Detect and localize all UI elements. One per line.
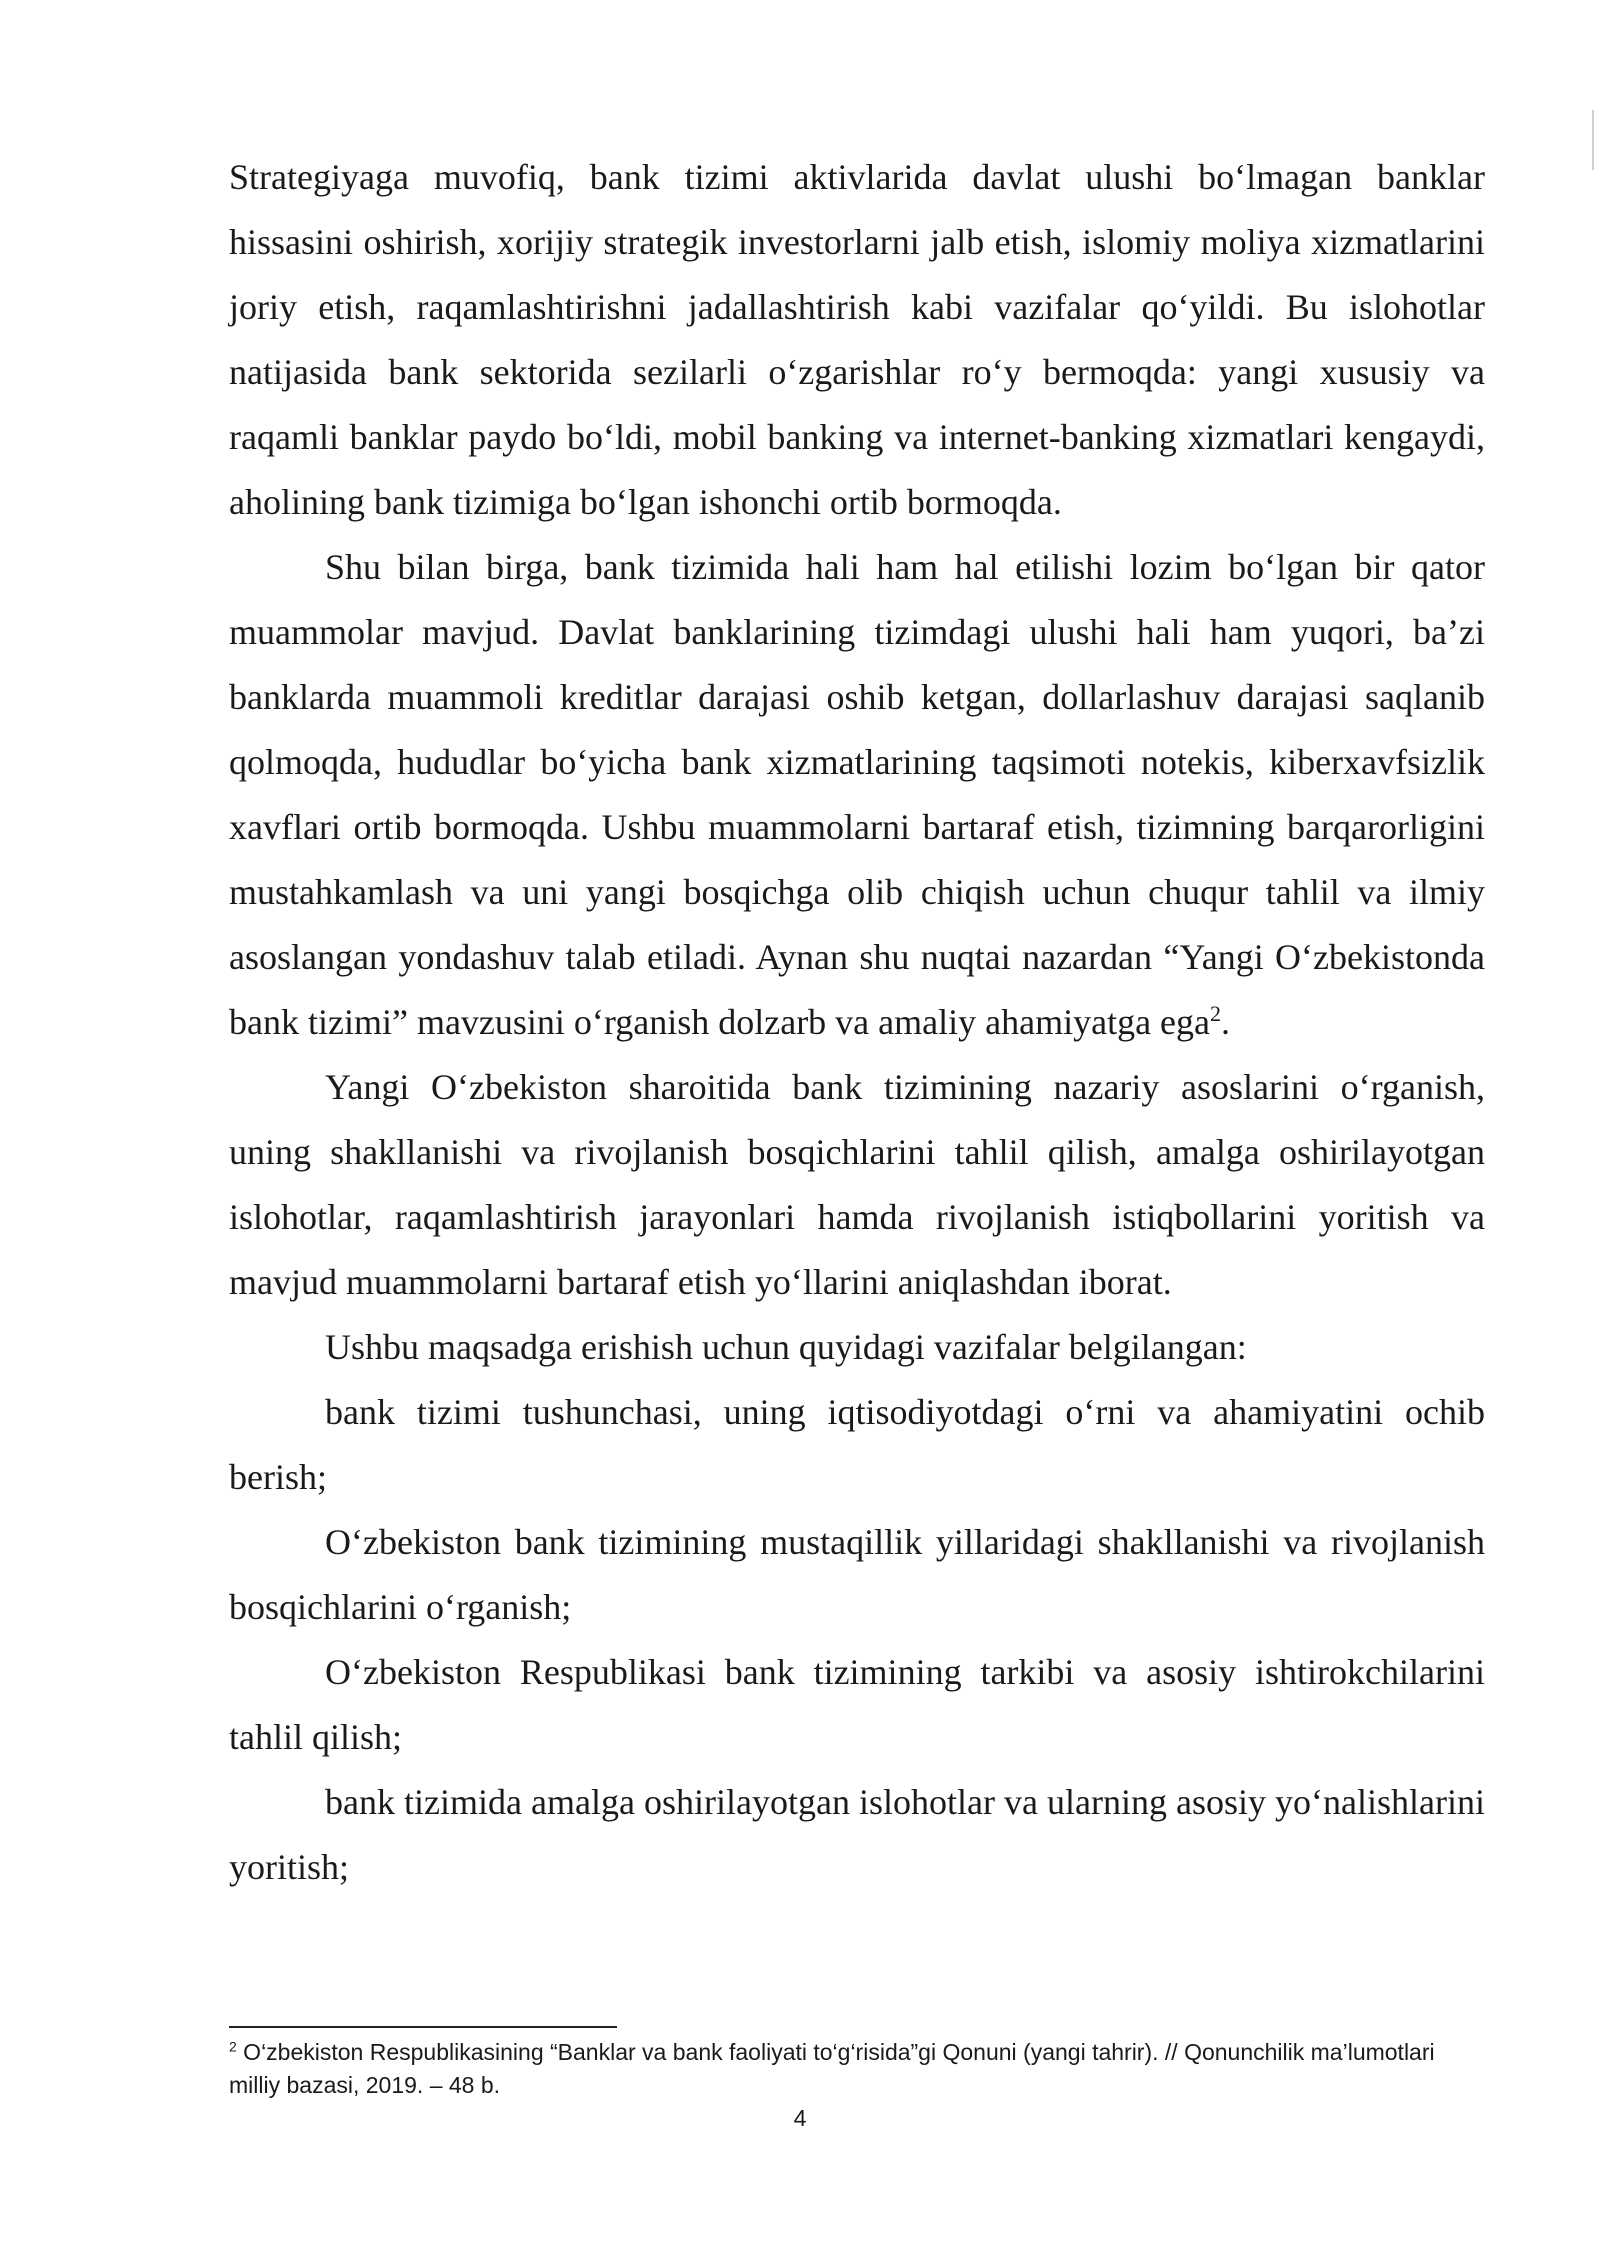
body-text	[229, 145, 1485, 1900]
task-item-4: bank tizimida amalga oshirilayotgan islohotlar va ularning asosiy yo‘nalishlarini yoritish;	[229, 1782, 1485, 1887]
footnote-text: O‘zbekiston Respublikasining “Banklar va bank faoliyati to‘g‘risida”gi Qonuni (yangi tahrir). // Qonunchilik ma’lumotlari milliy bazasi, 2019. – 48 b.	[229, 2039, 1435, 2098]
paragraph-1: Strategiyaga muvofiq, bank tizimi aktivlarida davlat ulushi bo‘lmagan banklar hissasini oshirish, xorijiy strategik investorlarni jalb etish, islomiy moliya xizmatlarini joriy etish, raqamlashtirishni jadallashtirish kabi vazifalar qo‘yildi. Bu islohotlar natijasida bank sektorida sezilarli o‘zgarishlar ro‘y bermoqda: yangi xususiy va raqamli banklar paydo bo‘ldi, mobil banking va internet-banking xizmatlari kengaydi, aholining bank tizimiga bo‘lgan ishonchi ortib bormoqda.	[229, 157, 1485, 522]
footnote-reference[interactable]: 2	[1210, 1001, 1221, 1026]
footnote-separator	[229, 2026, 617, 2028]
paragraph-2-text: Shu bilan birga, bank tizimida hali ham hal etilishi lozim bo‘lgan bir qator muammolar mavjud. Davlat banklarining tizimdagi ulushi hali ham yuqori, ba’zi banklarda muammoli kreditlar darajasi oshib ketgan, dollarlashuv darajasi saqlanib qolmoqda, hududlar bo‘yicha bank xizmatlarining taqsimoti notekis, kiberxavfsizlik xavflari ortib bormoqda. Ushbu muammolarni bartaraf etish, tizimning barqarorligini mustahkamlash va uni yangi bosqichga olib chiqish uchun chuqur tahlil va ilmiy asoslangan yondashuv talab etiladi. Aynan shu nuqtai nazardan “Yangi O‘zbekistonda bank tizimi” mavzusini o‘rganish dolzarb va amaliy ahamiyatga ega	[229, 547, 1485, 1042]
footnote	[229, 2036, 1485, 2102]
paragraph-2-end: .	[1221, 1002, 1230, 1042]
task-item-2: O‘zbekiston bank tizimining mustaqillik yillaridagi shakllanishi va rivojlanish bosqichlarini o‘rganish;	[229, 1522, 1485, 1627]
footnote-marker: 2	[229, 2038, 237, 2055]
task-item-1: bank tizimi tushunchasi, uning iqtisodiyotdagi o‘rni va ahamiyatini ochib berish;	[229, 1392, 1485, 1497]
page-edge-mark	[1592, 110, 1594, 170]
paragraph-4: Ushbu maqsadga erishish uchun quyidagi vazifalar belgilangan:	[325, 1327, 1247, 1367]
paragraph-2	[229, 535, 1485, 1055]
task-item-3: O‘zbekiston Respublikasi bank tizimining tarkibi va asosiy ishtirokchilarini tahlil qilish;	[229, 1652, 1485, 1757]
paragraph-3: Yangi O‘zbekiston sharoitida bank tizimining nazariy asoslarini o‘rganish, uning shakllanishi va rivojlanish bosqichlarini tahlil qilish, amalga oshirilayotgan islohotlar, raqamlashtirish jarayonlari hamda rivojlanish istiqbollarini yoritish va mavjud muammolarni bartaraf etish yo‘llarini aniqlashdan iborat.	[229, 1067, 1485, 1302]
page-number: 4	[793, 2105, 807, 2131]
